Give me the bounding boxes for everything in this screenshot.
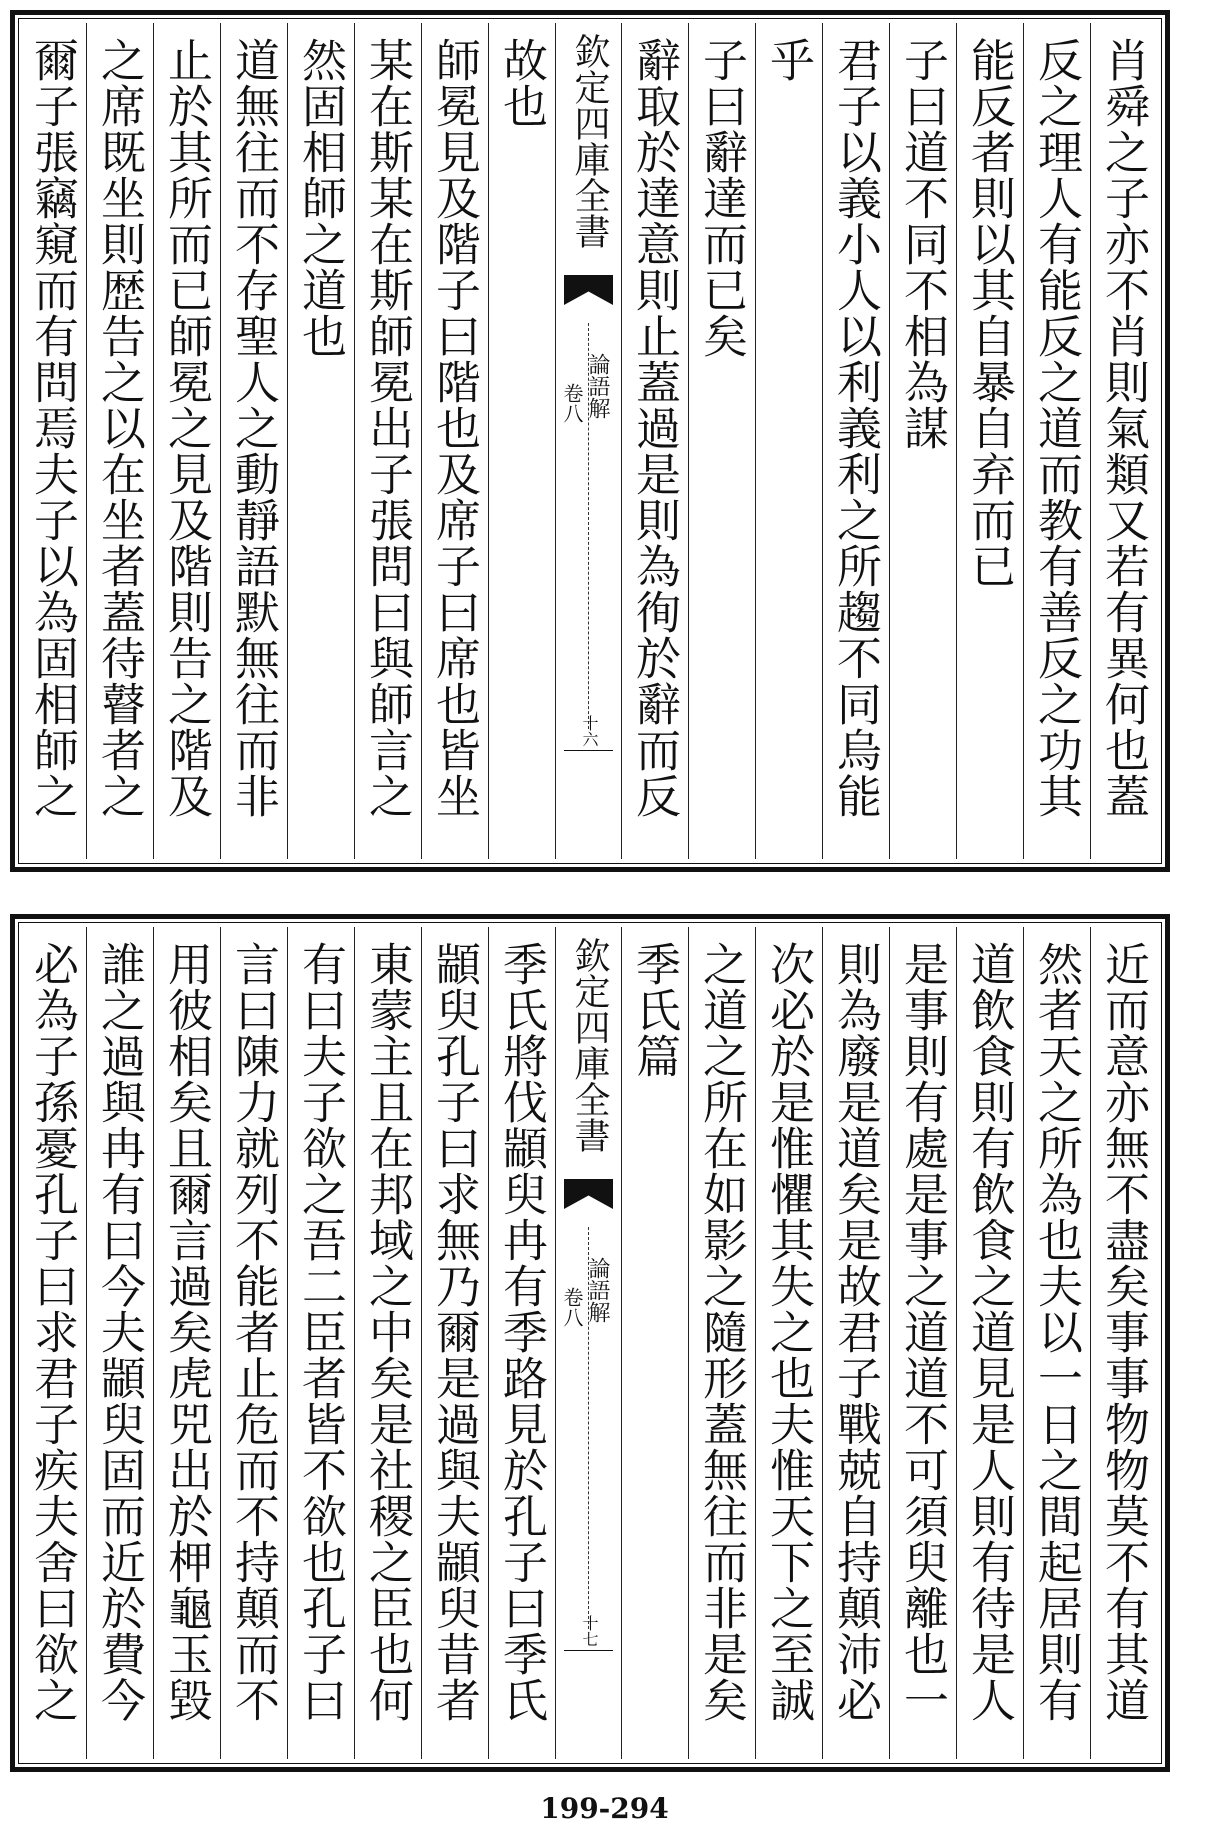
text-column: 則為廢是道矣是故君子戰兢自持顛沛必 bbox=[822, 927, 889, 1759]
text-column: 然者天之所為也夫以一日之間起居則有 bbox=[1023, 927, 1090, 1759]
book-title: 欽定四庫全書 bbox=[569, 937, 610, 1153]
text-column: 是事則有處是事之道道不可須臾離也一 bbox=[889, 927, 956, 1759]
text-column: 之道之所在如影之隨形蓋無往而非是矣 bbox=[688, 927, 755, 1759]
text-column: 爾子張竊窺而有問焉夫子以為固相師之 bbox=[26, 37, 79, 819]
juan-label: 卷八 bbox=[560, 1287, 584, 1327]
text-column: 言曰陳力就列不能者止危而不持顛而不 bbox=[220, 927, 287, 1759]
text-column: 顓臾孔子曰求無乃爾是過與夫顓臾昔者 bbox=[421, 927, 488, 1759]
fishtail-mark bbox=[564, 1179, 613, 1209]
top-page-columns bbox=[23, 23, 1157, 859]
text-column: 誰之過與冉有曰今夫顓臾固而近於費今 bbox=[86, 927, 153, 1759]
text-column: 有曰夫子欲之吾二臣者皆不欲也孔子曰 bbox=[287, 927, 354, 1759]
text-column: 道飲食則有飲食之道見是人則有待是人 bbox=[956, 927, 1023, 1759]
text-column: 子曰辭達而已矣 bbox=[688, 23, 755, 859]
text-column: 肖舜之子亦不肖則氣類又若有異何也蓋 bbox=[1090, 23, 1157, 859]
text-column: 道無往而不存聖人之動靜語默無往而非 bbox=[220, 23, 287, 859]
chapter-heading: 季氏篇 bbox=[621, 927, 688, 1759]
text-column: 某在斯某在斯師冕出子張問曰與師言之 bbox=[354, 23, 421, 859]
text-column: 東蒙主且在邦域之中矣是社稷之臣也何 bbox=[354, 927, 421, 1759]
text-column: 必為子孫憂孔子曰求君子疾夫舍曰欲之 bbox=[26, 941, 79, 1723]
text-column: 乎 bbox=[755, 23, 822, 859]
fishtail-mark bbox=[564, 275, 613, 305]
text-column: 止於其所而已師冕之見及階則告之階及 bbox=[153, 23, 220, 859]
text-column: 之席既坐則歴告之以在坐者蓋待瞽者之 bbox=[86, 23, 153, 859]
folio-rule bbox=[564, 1650, 613, 1651]
text-column: 君子以義小人以利義利之所趨不同烏能 bbox=[822, 23, 889, 859]
text-column: 用彼相矣且爾言過矣虎兕出於柙龜玉毀 bbox=[153, 927, 220, 1759]
bottom-page-columns bbox=[23, 927, 1157, 1759]
text-column: 然固相師之道也 bbox=[287, 23, 354, 859]
juan-label: 卷八 bbox=[560, 383, 584, 423]
folio-rule bbox=[564, 750, 613, 751]
text-column: 能反者則以其自暴自弃而已 bbox=[956, 23, 1023, 859]
folio-number: 十六 bbox=[580, 715, 599, 747]
text-column: 次必於是惟懼其失之也夫惟天下之至誠 bbox=[755, 927, 822, 1759]
text-column: 故也 bbox=[488, 23, 555, 859]
text-column: 師冕見及階子曰階也及席子曰席也皆坐 bbox=[421, 23, 488, 859]
text-column: 子曰道不同不相為謀 bbox=[889, 23, 956, 859]
book-title: 欽定四庫全書 bbox=[569, 33, 610, 249]
work-title: 論語解 bbox=[585, 353, 610, 419]
text-column: 近而意亦無不盡矣事事物物莫不有其道 bbox=[1090, 927, 1157, 1759]
top-book-page bbox=[10, 10, 1170, 872]
center-fold bbox=[555, 23, 621, 859]
center-fold bbox=[555, 927, 621, 1759]
bottom-book-page bbox=[10, 914, 1170, 1772]
page-number: 199-294 bbox=[540, 1792, 669, 1825]
work-title: 論語解 bbox=[585, 1257, 610, 1323]
text-column: 辭取於達意則止蓋過是則為徇於辭而反 bbox=[621, 23, 688, 859]
text-column: 反之理人有能反之道而教有善反之功其 bbox=[1023, 23, 1090, 859]
text-column: 季氏將伐顓臾冉有季路見於孔子曰季氏 bbox=[488, 927, 555, 1759]
folio-number: 十七 bbox=[580, 1615, 599, 1647]
